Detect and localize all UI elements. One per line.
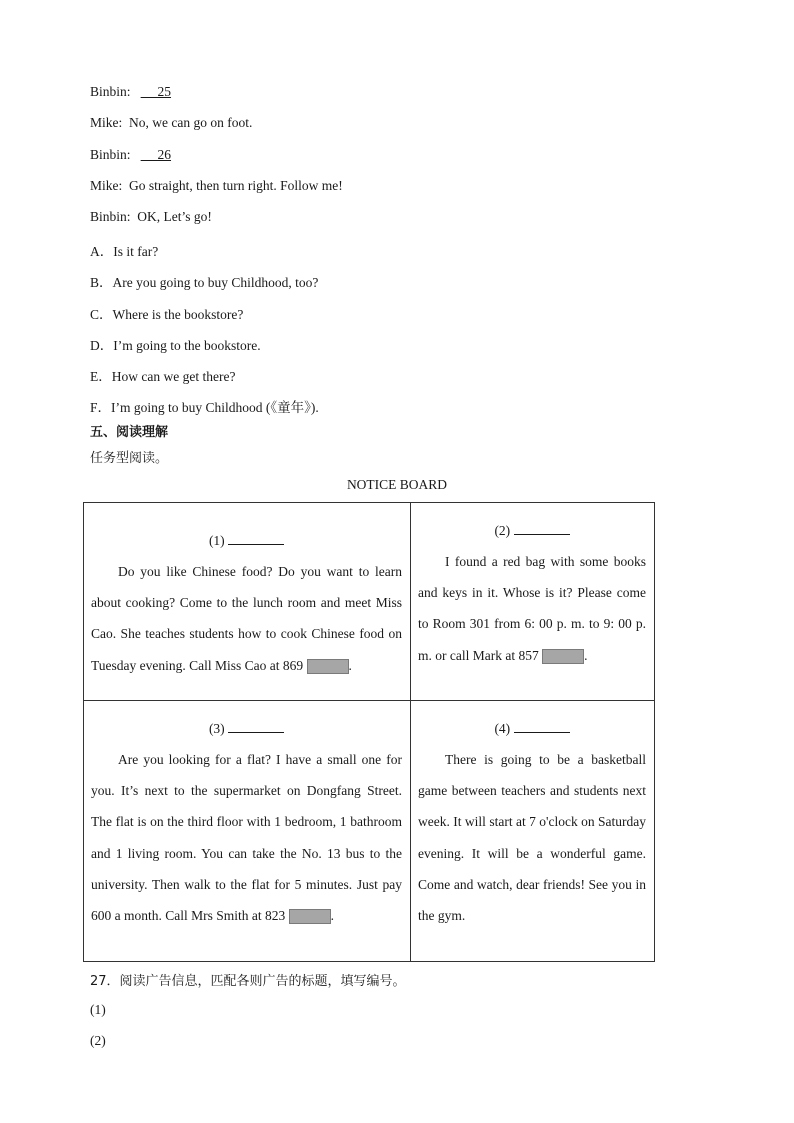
- dialogue-line-4: [90, 178, 343, 194]
- speaker: Mike:: [90, 178, 123, 193]
- title-answer-blank[interactable]: [228, 532, 284, 545]
- dialogue-text: No, we can go on foot.: [129, 115, 253, 130]
- dialogue-line-2: [90, 115, 252, 131]
- question-27: 27．阅读广告信息，匹配各则广告的标题，填写编号。: [90, 974, 406, 989]
- redacted-number: [307, 659, 349, 674]
- section-subtitle: 任务型阅读。: [90, 451, 169, 466]
- answer-line-2[interactable]: (2): [90, 1033, 106, 1048]
- option-e: E．How can we get there?: [90, 369, 236, 384]
- notice-board-title: NOTICE BOARD: [346, 477, 448, 492]
- option-f: F．I’m going to buy Childhood (《童年》).: [90, 400, 319, 415]
- redacted-number: [542, 649, 584, 664]
- notice-board-table: [83, 502, 655, 962]
- notice-body: I found a red bag with some books and keys in it. Whose is it? Please come to Room 301 from 6: 00 p. m. to 9: 00 p. m. or call Mark at 857 .: [418, 554, 646, 663]
- speaker: Binbin:: [90, 209, 131, 224]
- notice-title-row: (2): [418, 515, 646, 546]
- dialogue-line-3: [90, 147, 171, 163]
- notice-cell-1: [84, 503, 411, 701]
- dialogue-text: Go straight, then turn right. Follow me!: [129, 178, 343, 193]
- notice-body: Do you like Chinese food? Do you want to learn about cooking? Come to the lunch room and meet Miss Cao. She teaches students how to cook Chinese food on Tuesday evening. Call Miss Cao at 869 .: [91, 564, 402, 673]
- notice-cell-3: [84, 701, 411, 962]
- option-a: A．Is it far?: [90, 244, 159, 259]
- title-answer-blank[interactable]: [514, 522, 570, 535]
- notice-title-row: (3): [91, 713, 402, 744]
- notice-title-row: (4): [418, 713, 646, 744]
- notice-body: There is going to be a basketball game between teachers and students next week. It will start at 7 o'clock on Saturday evening. It will be a wonderful game. Come and watch, dear friends! See you in the gym.: [418, 752, 646, 924]
- answer-line-1[interactable]: (1): [90, 1002, 106, 1017]
- notice-title-row: (1): [91, 525, 402, 556]
- option-b: B．Are you going to buy Childhood, too?: [90, 275, 319, 290]
- speaker: Binbin:: [90, 147, 131, 162]
- answer-blank-26[interactable]: 26: [157, 147, 172, 162]
- dialogue-text: OK, Let’s go!: [137, 209, 212, 224]
- speaker: Binbin:: [90, 84, 131, 99]
- dialogue-line-5: [90, 209, 212, 225]
- title-answer-blank[interactable]: [514, 720, 570, 733]
- notice-cell-2: [411, 503, 655, 701]
- notice-body: Are you looking for a flat? I have a small one for you. It’s next to the supermarket on Dongfang Street. The flat is on the third floor with 1 bedroom, 1 bathroom and 1 living room. You can take the No. 13 bus to the university. Then walk to the flat for 5 minutes. Just pay 600 a month. Call Mrs Smith at 823 .: [91, 752, 402, 924]
- section-title: 五、阅读理解: [90, 425, 169, 440]
- title-answer-blank[interactable]: [228, 720, 284, 733]
- answer-blank-25[interactable]: 25: [157, 84, 172, 99]
- notice-cell-4: [411, 701, 655, 962]
- option-d: D．I’m going to the bookstore.: [90, 338, 261, 353]
- dialogue-line-1: [90, 84, 171, 100]
- option-c: C．Where is the bookstore?: [90, 307, 244, 322]
- redacted-number: [289, 909, 331, 924]
- speaker: Mike:: [90, 115, 123, 130]
